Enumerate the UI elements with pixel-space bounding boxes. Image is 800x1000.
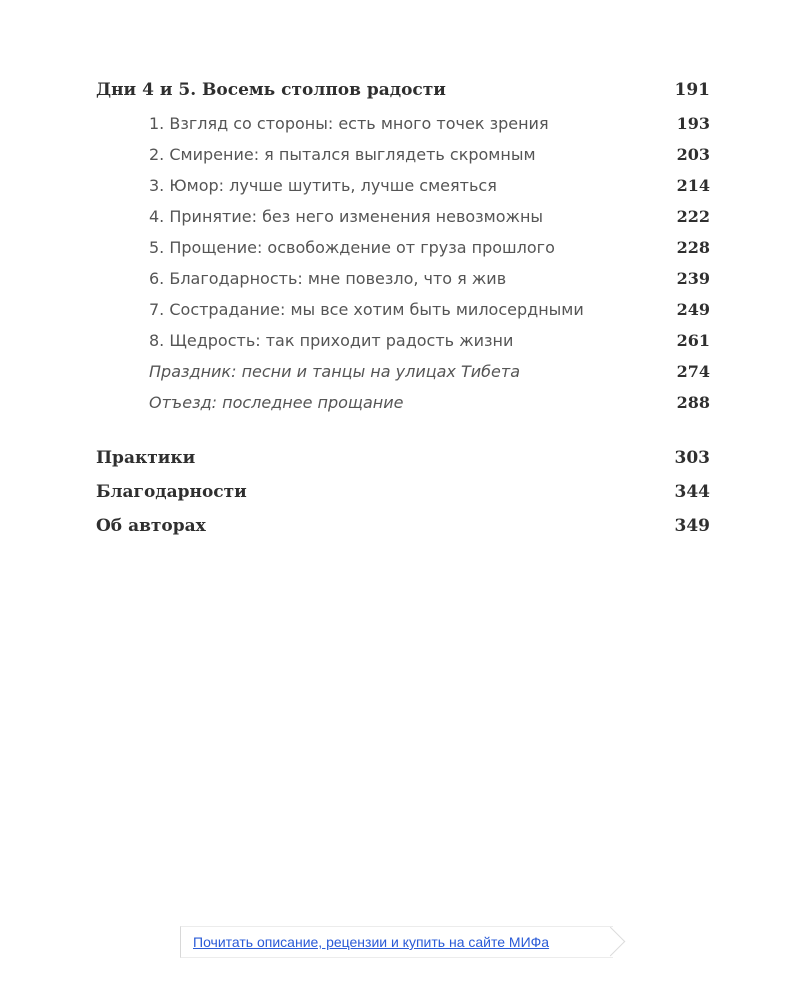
toc-entry-page: 261 xyxy=(676,331,710,350)
toc-entry[interactable] xyxy=(96,207,710,238)
toc-entry-title: 6. Благодарность: мне повезло, что я жив xyxy=(149,269,507,288)
toc-entry-page: 274 xyxy=(676,362,710,381)
toc-entry[interactable] xyxy=(96,300,710,331)
toc-entry-title: 2. Смирение: я пытался выглядеть скромным xyxy=(149,145,536,164)
toc-entry-title: 8. Щедрость: так приходит радость жизни xyxy=(149,331,514,350)
toc-entry-page: 193 xyxy=(676,114,710,133)
toc-entry-page: 228 xyxy=(676,238,710,257)
toc-section-page: 349 xyxy=(674,516,710,536)
toc-section-entry[interactable] xyxy=(96,482,710,516)
toc-entry-page: 288 xyxy=(676,393,710,412)
toc-entry-title: 1. Взгляд со стороны: есть много точек зрения xyxy=(149,114,549,133)
toc-section-title: Об авторах xyxy=(96,516,206,536)
toc-section-title: Благодарности xyxy=(96,482,247,502)
toc-entry-title: 5. Прощение: освобождение от груза прошлого xyxy=(149,238,555,257)
toc-chapter-entry[interactable] xyxy=(96,80,710,114)
toc-chapter-page: 191 xyxy=(674,80,710,100)
toc-entry[interactable] xyxy=(96,362,710,393)
toc-entry-page: 222 xyxy=(676,207,710,226)
table-of-contents xyxy=(96,80,710,550)
toc-entry-title: Отъезд: последнее прощание xyxy=(149,393,404,412)
store-link[interactable]: Почитать описание, рецензии и купить на сайте МИФа xyxy=(193,934,550,950)
toc-entry[interactable] xyxy=(96,269,710,300)
toc-entry[interactable] xyxy=(96,176,710,207)
toc-entry[interactable] xyxy=(96,114,710,145)
toc-entry[interactable] xyxy=(96,145,710,176)
toc-entry-page: 239 xyxy=(676,269,710,288)
toc-entry[interactable] xyxy=(96,238,710,269)
toc-chapter-title: Дни 4 и 5. Восемь столпов радости xyxy=(96,80,446,100)
toc-section-page: 344 xyxy=(674,482,710,502)
toc-entry-page: 214 xyxy=(676,176,710,195)
toc-entry-page: 249 xyxy=(676,300,710,319)
toc-section-title: Практики xyxy=(96,448,196,468)
toc-entry-title: Праздник: песни и танцы на улицах Тибета xyxy=(149,362,520,381)
store-link-banner xyxy=(180,926,613,958)
toc-entry-title: 3. Юмор: лучше шутить, лучше смеяться xyxy=(149,176,497,195)
toc-entry-title: 4. Принятие: без него изменения невозможны xyxy=(149,207,544,226)
toc-entry[interactable] xyxy=(96,393,710,424)
toc-entry[interactable] xyxy=(96,331,710,362)
toc-section-page: 303 xyxy=(674,448,710,468)
toc-section-entry[interactable] xyxy=(96,448,710,482)
spacer xyxy=(96,424,710,448)
toc-entry-title: 7. Сострадание: мы все хотим быть милосердными xyxy=(149,300,584,319)
toc-entry-page: 203 xyxy=(676,145,710,164)
toc-section-entry[interactable] xyxy=(96,516,710,550)
